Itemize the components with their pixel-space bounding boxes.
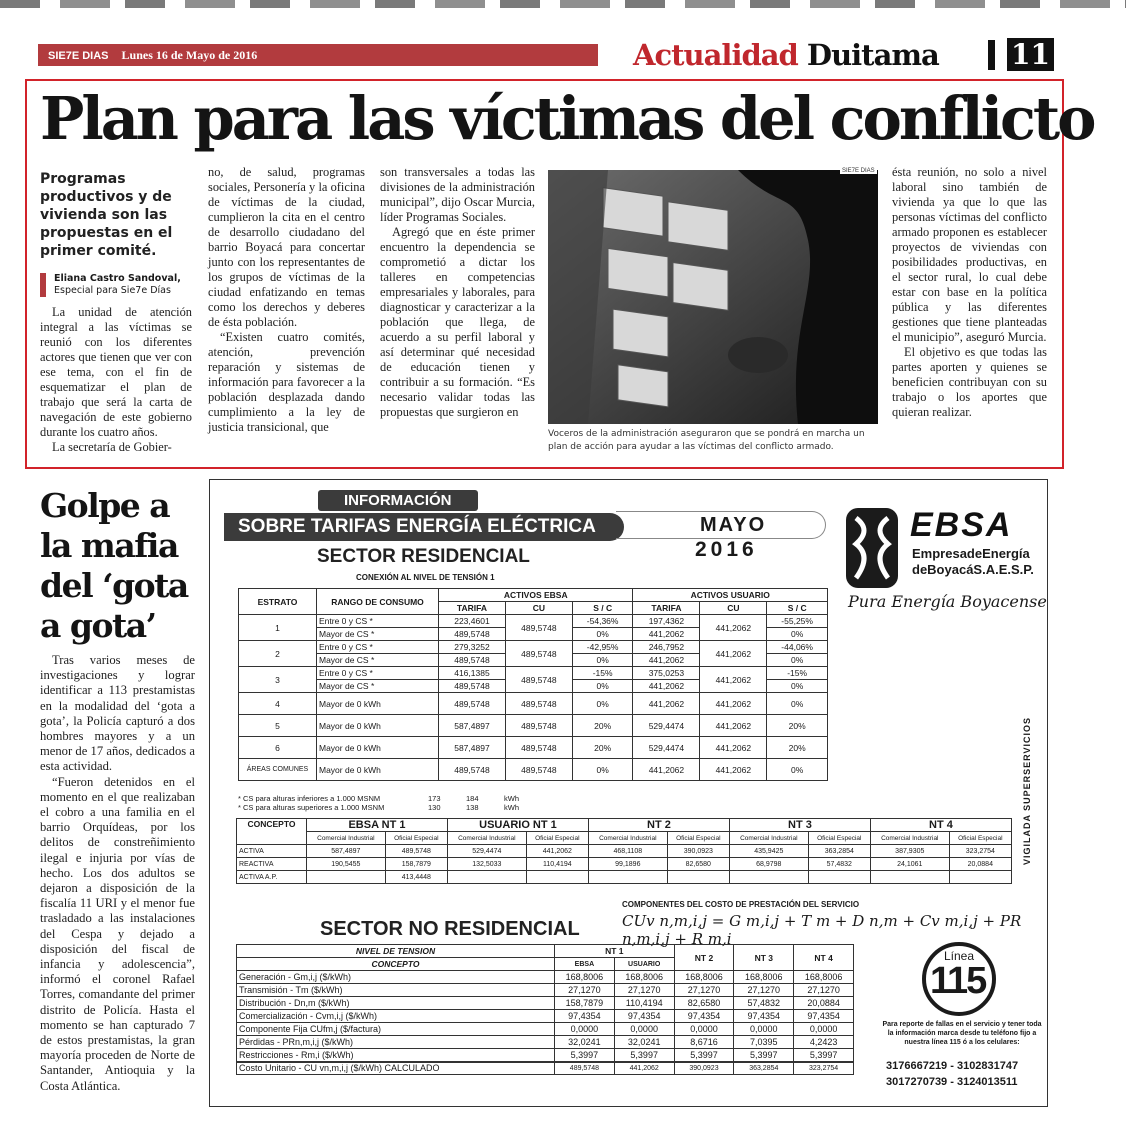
th-tarifa: TARIFA (633, 602, 700, 615)
table-cell: 0% (572, 654, 633, 667)
cu-formula: CUv n,m,i,j = G m,i,j + T m + D n,m + Cv m,i,j + PR n,m,i,j + R m,i (622, 912, 1022, 948)
table-cell (808, 871, 870, 884)
table-cell: 0,0000 (614, 1023, 674, 1036)
table-cell: 441,2062 (700, 715, 767, 737)
table-cell: Distribución - Dn,m ($/kWh) (237, 997, 555, 1010)
table-cell (870, 871, 949, 884)
author-role: Especial para Sie7e Días (54, 285, 171, 296)
table-cell: 99,1896 (588, 858, 667, 871)
table-cell: 2 (239, 641, 317, 667)
table-cell: 5,3997 (734, 1049, 794, 1062)
table-cell: 4 (239, 693, 317, 715)
table-cell: -54,36% (572, 615, 633, 628)
table-cell: 529,4474 (633, 737, 700, 759)
vigilada-text: VIGILADA SUPERSERVICIOS (1022, 716, 1032, 865)
table-cell: 489,5748 (439, 654, 506, 667)
brand-name: SIE7E DIAS (48, 50, 109, 62)
componentes-label: COMPONENTES DEL COSTO DE PRESTACIÓN DEL SERVICIO (622, 900, 860, 909)
table-cell: 489,5748 (555, 1062, 615, 1075)
page-number: 11 (1007, 38, 1054, 71)
table-cell: 489,5748 (505, 693, 572, 715)
top-print-strip (0, 0, 1126, 8)
paragraph: El objetivo es que todas las partes aporten y quienes se beneficien contribuyan con su trabajo o los aportes que quieran realizar. (892, 345, 1047, 419)
article-column-1 (40, 305, 192, 455)
table-cell: 158,7879 (385, 858, 447, 871)
table-cell: 441,2062 (526, 845, 588, 858)
cs-note-value: 184 (466, 794, 479, 803)
table-cell: 0,0000 (555, 1023, 615, 1036)
article-column-4 (892, 165, 1047, 420)
table-cell: 489,5748 (505, 737, 572, 759)
table-cell: Mayor de CS * (317, 628, 439, 641)
paragraph: no, de salud, programas sociales, Personería y la oficina de víctimas de la ciudad, cumplieron la cita en el centro de desarrollo ciudadano del barrio Boyacá para concertar junto con los representantes de los grupos de víctimas de la ciudad enfatizando en temas como los derechos y deberes de ésta población. (208, 165, 365, 329)
table-cell: 390,0923 (667, 845, 729, 858)
page-number-box (988, 38, 1050, 71)
table-cell: 27,1270 (674, 984, 734, 997)
table-row (239, 737, 828, 759)
sector-residencial-title: SECTOR RESIDENCIAL (317, 546, 530, 567)
table-cell: Comercial Industrial (447, 832, 526, 845)
table-cell: 441,2062 (700, 737, 767, 759)
th-ebsa-nt1: EBSA NT 1 (307, 819, 448, 832)
table-cell: 413,4448 (385, 871, 447, 884)
table-cell: 5,3997 (614, 1049, 674, 1062)
table-cell: Entre 0 y CS * (317, 667, 439, 680)
table-cell: 441,2062 (700, 641, 767, 667)
table-row (237, 1036, 854, 1049)
table-cell: 5,3997 (555, 1049, 615, 1062)
table-cell: 0% (767, 680, 828, 693)
th-ebsa: EBSA (555, 958, 615, 971)
table-cell: Restricciones - Rm,i ($/kWh) (237, 1049, 555, 1062)
paragraph: La unidad de atención integral a las víctimas se reunió con los diferentes actores que tienen que ver con ese tema, con el fin de esquematizar el plan de trabajo que será la carta de navegación de este gobierno durante los cuatro años. (40, 305, 192, 439)
th-nt3: NT 3 (734, 945, 794, 971)
table-cell: 363,2854 (808, 845, 870, 858)
table-cell: REACTIVA (237, 858, 307, 871)
th-usuario: USUARIO (614, 958, 674, 971)
table-cell: Generación - Gm,i,j ($/kWh) (237, 971, 555, 984)
author-name: Eliana Castro Sandoval, (54, 273, 181, 284)
byline (40, 273, 205, 297)
cs-note-value: 138 (466, 803, 479, 812)
table-cell: 441,2062 (700, 759, 767, 781)
th-concepto: CONCEPTO (237, 958, 555, 971)
table-cell: 57,4832 (734, 997, 794, 1010)
phones-line-2: 3017270739 - 3124013511 (886, 1076, 1018, 1088)
article-column-2 (208, 165, 365, 435)
cs-notes (238, 794, 519, 812)
table-cell: 363,2854 (734, 1062, 794, 1075)
issue-date: Lunes 16 de Mayo de 2016 (121, 48, 258, 62)
th-usuario-nt1: USUARIO NT 1 (447, 819, 588, 832)
table-cell: -42,95% (572, 641, 633, 654)
photo-illustration (548, 170, 878, 424)
table-cell: 110,4194 (526, 858, 588, 871)
table-cell: Mayor de CS * (317, 680, 439, 693)
table-cell: Transmisión - Tm ($/kWh) (237, 984, 555, 997)
table-cell: 441,2062 (633, 680, 700, 693)
table-cell: 0,0000 (734, 1023, 794, 1036)
paragraph: “Existen cuatro comités, atención, prevención reparación y sistemas de información para favorecer a la población desplazada dando cumplimiento a la ley de justicia transicional, que (208, 330, 365, 434)
ad-month: MAYO (700, 514, 767, 536)
table-cell: 529,4474 (633, 715, 700, 737)
table-cell: 323,2754 (794, 1062, 854, 1075)
ebsa-logo: EBSA (910, 506, 1013, 544)
table-cell: 82,6580 (674, 997, 734, 1010)
phones-line-1: 3176667219 - 3102831747 (886, 1060, 1019, 1072)
ebsa-slogan: Pura Energía Boyacense (848, 592, 1047, 611)
table-row (237, 997, 854, 1010)
table-cell: -15% (767, 667, 828, 680)
paragraph: son transversales a todas las divisiones de la administración municipal”, dijo Oscar Murcia, líder Programas Sociales. (380, 165, 535, 224)
paragraph: Tras varios meses de investigaciones y lograr identificar a 113 prestamistas en la modalidad del ‘gota a gota’, la Policía capturó a dos hombres mayores y a un menor de 17 años, dedicados a esta actividad. (40, 653, 195, 774)
table-cell: 158,7879 (555, 997, 615, 1010)
table-cell: -55,25% (767, 615, 828, 628)
table-cell: 82,6580 (667, 858, 729, 871)
paragraph: ésta reunión, no solo a nivel laboral sino también de vivienda ya que lo que las personas víctimas del conflicto armado proponen es establecer proyectos de viviendas con posibilidades productivas, en el sector rural, lo cual debe estar con base en la política pública y las diferentes gestiones que tiene planteadas el municipio”, aseguró Murcia. (892, 165, 1047, 344)
th-tarifa: TARIFA (439, 602, 506, 615)
table-cell: 0% (767, 654, 828, 667)
table-cell: 32,0241 (555, 1036, 615, 1049)
table-cell: 168,8006 (614, 971, 674, 984)
table-cell: 190,5455 (307, 858, 386, 871)
table-cell: Mayor de 0 kWh (317, 737, 439, 759)
table-row (239, 615, 828, 628)
table-cell: 441,2062 (633, 693, 700, 715)
table-cell: 20% (572, 737, 633, 759)
table-cell: Mayor de 0 kWh (317, 715, 439, 737)
article-deck: Programas productivos y de vivienda son las propuestas en el primer comité. (40, 171, 173, 259)
table-row (237, 1023, 854, 1036)
table-cell: 27,1270 (734, 984, 794, 997)
table-cell: 246,7952 (633, 641, 700, 654)
table-cell: 1 (239, 615, 317, 641)
table-row (237, 971, 854, 984)
table-cell: 468,1108 (588, 845, 667, 858)
table-cell: 489,5748 (505, 715, 572, 737)
table-cell (667, 871, 729, 884)
th-cu: CU (505, 602, 572, 615)
table-cell: 4,2423 (794, 1036, 854, 1049)
table-cell: 416,1385 (439, 667, 506, 680)
vigilada-vertical (1022, 685, 1036, 865)
table-cell: 97,4354 (555, 1010, 615, 1023)
th-nt4: NT 4 (794, 945, 854, 971)
table-row (239, 693, 828, 715)
table-cell: Componente Fija CUfm,j ($/factura) (237, 1023, 555, 1036)
table-cell: 387,9305 (870, 845, 949, 858)
table-row (237, 1062, 854, 1075)
table-cell: Oficial Especial (808, 832, 870, 845)
table-cell: 5,3997 (674, 1049, 734, 1062)
table-cell: 168,8006 (674, 971, 734, 984)
article-headline: Plan para las víctimas del conflicto (40, 84, 1094, 153)
table-row (237, 1049, 854, 1062)
company-name-2: deBoyacáS.A.E.S.P. (912, 562, 1034, 577)
table-cell: 529,4474 (447, 845, 526, 858)
table-cell: 441,2062 (633, 759, 700, 781)
table-row (239, 667, 828, 680)
table-cell: 97,4354 (734, 1010, 794, 1023)
table-cell: 489,5748 (505, 667, 572, 693)
table-cell: 20% (572, 715, 633, 737)
table-cell: 5 (239, 715, 317, 737)
table-cell: 0% (572, 693, 633, 715)
table-cell (307, 871, 386, 884)
table-cell: 0,0000 (794, 1023, 854, 1036)
th-nivel: NIVEL DE TENSION (237, 945, 555, 958)
table-cell (949, 871, 1011, 884)
linea-text: Para reporte de fallas en el servicio y tener toda la información marca desde tu teléfono fijo a nuestra línea 115 ó a los celulares: (882, 1021, 1042, 1046)
cs-note-value: 130 (428, 803, 441, 812)
table-cell: 489,5748 (439, 628, 506, 641)
table-cell: ACTIVA (237, 845, 307, 858)
th-nt3: NT 3 (729, 819, 870, 832)
table-cell: 6 (239, 737, 317, 759)
table-cell: -15% (572, 667, 633, 680)
ebsa-logo-mark (846, 508, 898, 588)
nt-tariff-table (236, 818, 1012, 884)
table-cell: Entre 0 y CS * (317, 615, 439, 628)
cs-note-unit: kWh (504, 803, 519, 812)
table-cell: 323,2754 (949, 845, 1011, 858)
table-cell: 489,5748 (385, 845, 447, 858)
table-cell: Mayor de 0 kWh (317, 759, 439, 781)
th-nt2: NT 2 (674, 945, 734, 971)
table-cell: 68,9798 (729, 858, 808, 871)
table-row (237, 1010, 854, 1023)
paragraph: La secretaría de Gobier- (52, 440, 172, 454)
linea-number: 115 (930, 960, 986, 1002)
section-actualidad: Actualidad (633, 38, 798, 72)
table-cell: 97,4354 (794, 1010, 854, 1023)
table-cell: 110,4194 (614, 997, 674, 1010)
tariff-advertisement (209, 479, 1048, 1107)
table-cell: Mayor de 0 kWh (317, 693, 439, 715)
table-cell: Comercial Industrial (870, 832, 949, 845)
table-cell: 24,1061 (870, 858, 949, 871)
section-duitama: Duitama (806, 38, 939, 72)
table-cell: Pérdidas - PRn,m,i,j ($/kWh) (237, 1036, 555, 1049)
table-cell: 441,2062 (700, 693, 767, 715)
linea-label: Línea (944, 949, 975, 963)
table-cell: 587,4897 (439, 715, 506, 737)
table-cell (447, 871, 526, 884)
table-cell: Oficial Especial (667, 832, 729, 845)
table-row (237, 871, 1012, 884)
table-cell: 441,2062 (700, 615, 767, 641)
th-sc: S / C (767, 602, 828, 615)
table-cell: Comercialización - Cvm,i,j ($/kWh) (237, 1010, 555, 1023)
th-rango: RANGO DE CONSUMO (317, 589, 439, 615)
table-cell: 5,3997 (794, 1049, 854, 1062)
conexion-label: CONEXIÓN AL NIVEL DE TENSIÓN 1 (356, 573, 495, 582)
th-sc: S / C (572, 602, 633, 615)
table-cell: 587,4897 (439, 737, 506, 759)
date-bar (38, 44, 598, 66)
table-cell: ACTIVA A.P. (237, 871, 307, 884)
table-cell: 375,0253 (633, 667, 700, 680)
table-cell: 441,2062 (614, 1062, 674, 1075)
table-cell: 168,8006 (794, 971, 854, 984)
table-cell: Costo Unitario - CU vn,m,i,j ($/kWh) CALCULADO (237, 1062, 555, 1075)
table-cell: 0% (572, 759, 633, 781)
table-cell: Comercial Industrial (729, 832, 808, 845)
th-nt1: NT 1 (555, 945, 675, 958)
table-cell: 7,0395 (734, 1036, 794, 1049)
table-cell: 57,4832 (808, 858, 870, 871)
th-activos-ebsa: ACTIVOS EBSA (439, 589, 633, 602)
table-cell: 0% (767, 628, 828, 641)
th-nt4: NT 4 (870, 819, 1011, 832)
table-row (239, 641, 828, 654)
table-cell: 20% (767, 715, 828, 737)
paragraph: Agregó que en éste primer encuentro la dependencia se comprometió a dictar los talleres en competencias empresariales y laborales, para diagnosticar y caracterizar a la población que llega, de acuerdo a su perfil laboral y así determinar qué necesidad de educación tienen y contribuir a su formación. “Es necesario validar todas las propuestas que surgieron en (380, 225, 535, 419)
table-cell: Oficial Especial (526, 832, 588, 845)
cs-note-label: * CS para alturas inferiores a 1.000 MSNM (238, 794, 381, 803)
table-cell: -44,06% (767, 641, 828, 654)
table-cell: 3 (239, 667, 317, 693)
article2-body (40, 653, 195, 1094)
table-cell: 97,4354 (614, 1010, 674, 1023)
table-cell: 441,2062 (633, 628, 700, 641)
section-title (633, 38, 939, 72)
table-cell: 27,1270 (555, 984, 615, 997)
table-cell: 435,9425 (729, 845, 808, 858)
photo-caption: Voceros de la administración aseguraron que se pondrá en marcha un plan de acción para ayudar a las víctimas del conflicto armado. (548, 429, 865, 452)
ad-title: SOBRE TARIFAS ENERGÍA ELÉCTRICA (224, 513, 624, 541)
table-cell: 0,0000 (674, 1023, 734, 1036)
table-cell: 168,8006 (734, 971, 794, 984)
table-cell: 197,4362 (633, 615, 700, 628)
table-cell: 132,5033 (447, 858, 526, 871)
th-activos-usuario: ACTIVOS USUARIO (633, 589, 828, 602)
table-cell: 587,4897 (307, 845, 386, 858)
table-cell (526, 871, 588, 884)
linea-115-badge (922, 942, 996, 1016)
table-row (239, 759, 828, 781)
table-cell: 0% (767, 693, 828, 715)
table-row (237, 984, 854, 997)
table-cell: 489,5748 (505, 759, 572, 781)
table-cell: 8,6716 (674, 1036, 734, 1049)
ad-info-label: INFORMACIÓN (318, 490, 478, 511)
table-cell: 20% (767, 737, 828, 759)
th-cu: CU (700, 602, 767, 615)
table-cell: 441,2062 (700, 667, 767, 693)
table-cell: Mayor de CS * (317, 654, 439, 667)
cs-note-value: 173 (428, 794, 441, 803)
th-concepto: CONCEPTO (237, 819, 307, 845)
paragraph: “Fueron detenidos en el momento en el que realizaban el cobro a una familia en el barrio Orquídeas, por los delitos de constreñimiento ilegal e injuria por vías de hecho. Los dos adultos se dejaron a disposición de la fiscalía 11 URI y el menor fue trasladado a las instalaciones del Cespa y dejado a disposición del fiscal de infancia y adolescencia”, informó el coronel Rafael Torres, comandante del primer distrito de Policía. Hasta el momento se han capturado 7 de estos prestamistas, la gran mayoría proceden de Norte de Santander, Antioquia y la Costa Atlántica. (40, 774, 195, 1093)
table-row (239, 715, 828, 737)
cs-note-unit: kWh (504, 794, 519, 803)
cs-note-label: * CS para alturas superiores a 1.000 MSNM (238, 803, 385, 812)
table-cell: 223,4601 (439, 615, 506, 628)
table-cell: 27,1270 (794, 984, 854, 997)
company-name-1: EmpresadeEnergía (912, 546, 1030, 561)
table-cell: ÁREAS COMUNES (239, 759, 317, 781)
article-photo (548, 170, 878, 424)
article-column-3 (380, 165, 535, 420)
non-residential-table (236, 944, 854, 1075)
table-cell: 489,5748 (439, 680, 506, 693)
table-cell: 489,5748 (439, 693, 506, 715)
table-cell: 32,0241 (614, 1036, 674, 1049)
ad-year: 2016 (695, 538, 758, 561)
table-cell (729, 871, 808, 884)
table-cell: 489,5748 (505, 615, 572, 641)
table-cell: 0% (572, 628, 633, 641)
table-row (237, 858, 1012, 871)
table-cell: Oficial Especial (949, 832, 1011, 845)
table-cell: 279,3252 (439, 641, 506, 654)
table-cell (588, 871, 667, 884)
article2-headline: Golpe a la mafia del ‘gota a gota’ (40, 486, 188, 645)
table-cell: 20,0884 (949, 858, 1011, 871)
table-cell: 168,8006 (555, 971, 615, 984)
table-cell: Comercial Industrial (588, 832, 667, 845)
table-cell: 489,5748 (439, 759, 506, 781)
table-cell: Entre 0 y CS * (317, 641, 439, 654)
table-cell: 0% (572, 680, 633, 693)
page-header (38, 40, 1048, 70)
table-cell: 20,0884 (794, 997, 854, 1010)
table-cell: 390,0923 (674, 1062, 734, 1075)
table-cell: 0% (767, 759, 828, 781)
th-estrato: ESTRATO (239, 589, 317, 615)
table-cell: 27,1270 (614, 984, 674, 997)
table-cell: Comercial Industrial (307, 832, 386, 845)
table-cell: 489,5748 (505, 641, 572, 667)
table-row (237, 845, 1012, 858)
residential-tariff-table (238, 588, 828, 781)
sector-no-residencial-title: SECTOR NO RESIDENCIAL (320, 918, 580, 940)
th-nt2: NT 2 (588, 819, 729, 832)
table-cell: Oficial Especial (385, 832, 447, 845)
photo-credit: SIE7E DIAS (842, 168, 875, 174)
table-cell: 97,4354 (674, 1010, 734, 1023)
table-cell: 441,2062 (633, 654, 700, 667)
